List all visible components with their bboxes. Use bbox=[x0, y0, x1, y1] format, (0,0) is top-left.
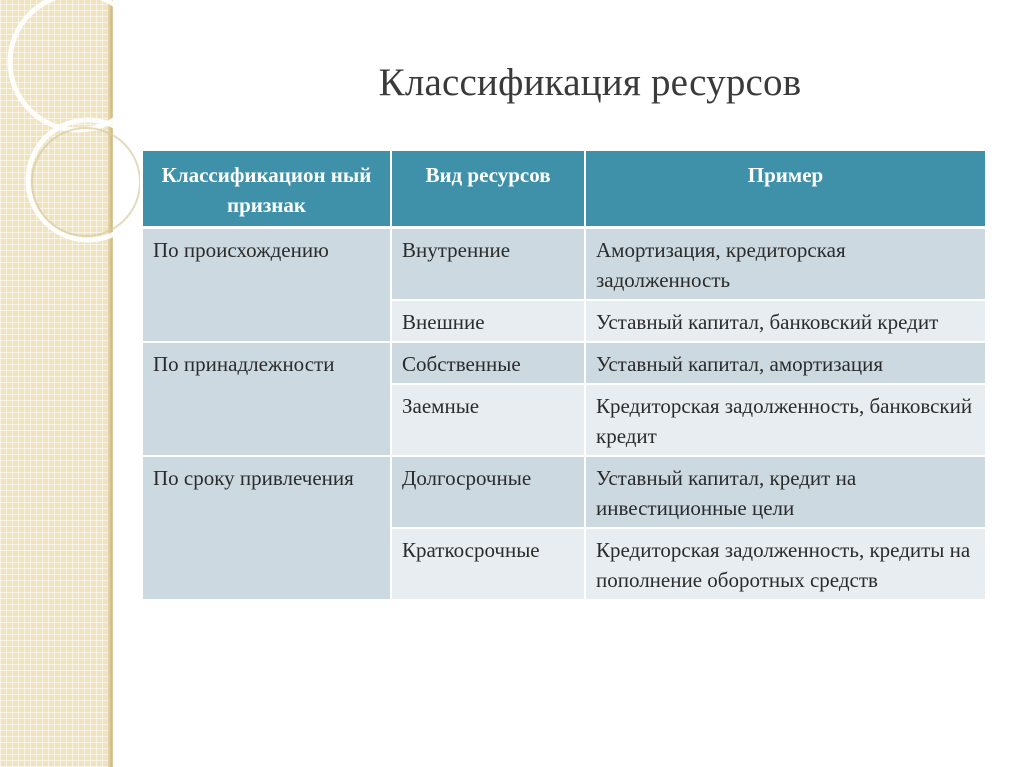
criterion-cell: По принадлежности bbox=[143, 342, 391, 456]
example-cell: Уставный капитал, амортизация bbox=[585, 342, 985, 384]
decorative-ring-top bbox=[10, 0, 140, 130]
header-row bbox=[143, 151, 985, 228]
slide-title: Классификация ресурсов bbox=[378, 61, 802, 104]
kind-cell: Долгосрочные bbox=[391, 456, 585, 528]
kind-cell: Внутренние bbox=[391, 228, 585, 301]
criterion-cell: По происхождению bbox=[143, 228, 391, 343]
header-criterion: Классификацион ный признак bbox=[143, 151, 391, 228]
criterion-cell: По сроку привлечения bbox=[143, 456, 391, 600]
example-cell: Уставный капитал, кредит на инвестиционные цели bbox=[585, 456, 985, 528]
example-cell: Уставный капитал, банковский кредит bbox=[585, 300, 985, 342]
kind-cell: Внешние bbox=[391, 300, 585, 342]
example-cell: Амортизация, кредиторская задолженность bbox=[585, 228, 985, 301]
kind-cell: Краткосрочные bbox=[391, 528, 585, 600]
resources-table bbox=[143, 151, 985, 601]
table-row bbox=[143, 456, 985, 528]
table-row bbox=[143, 342, 985, 384]
kind-cell: Заемные bbox=[391, 384, 585, 456]
table-row bbox=[143, 228, 985, 301]
example-cell: Кредиторская задолженность, кредиты на пополнение оборотных средств bbox=[585, 528, 985, 600]
example-cell: Кредиторская задолженность, банковский кредит bbox=[585, 384, 985, 456]
kind-cell: Собственные bbox=[391, 342, 585, 384]
decorative-rings bbox=[0, 0, 140, 260]
decorative-ring-shadow bbox=[32, 128, 140, 236]
header-kind: Вид ресурсов bbox=[391, 151, 585, 228]
header-example: Пример bbox=[585, 151, 985, 228]
